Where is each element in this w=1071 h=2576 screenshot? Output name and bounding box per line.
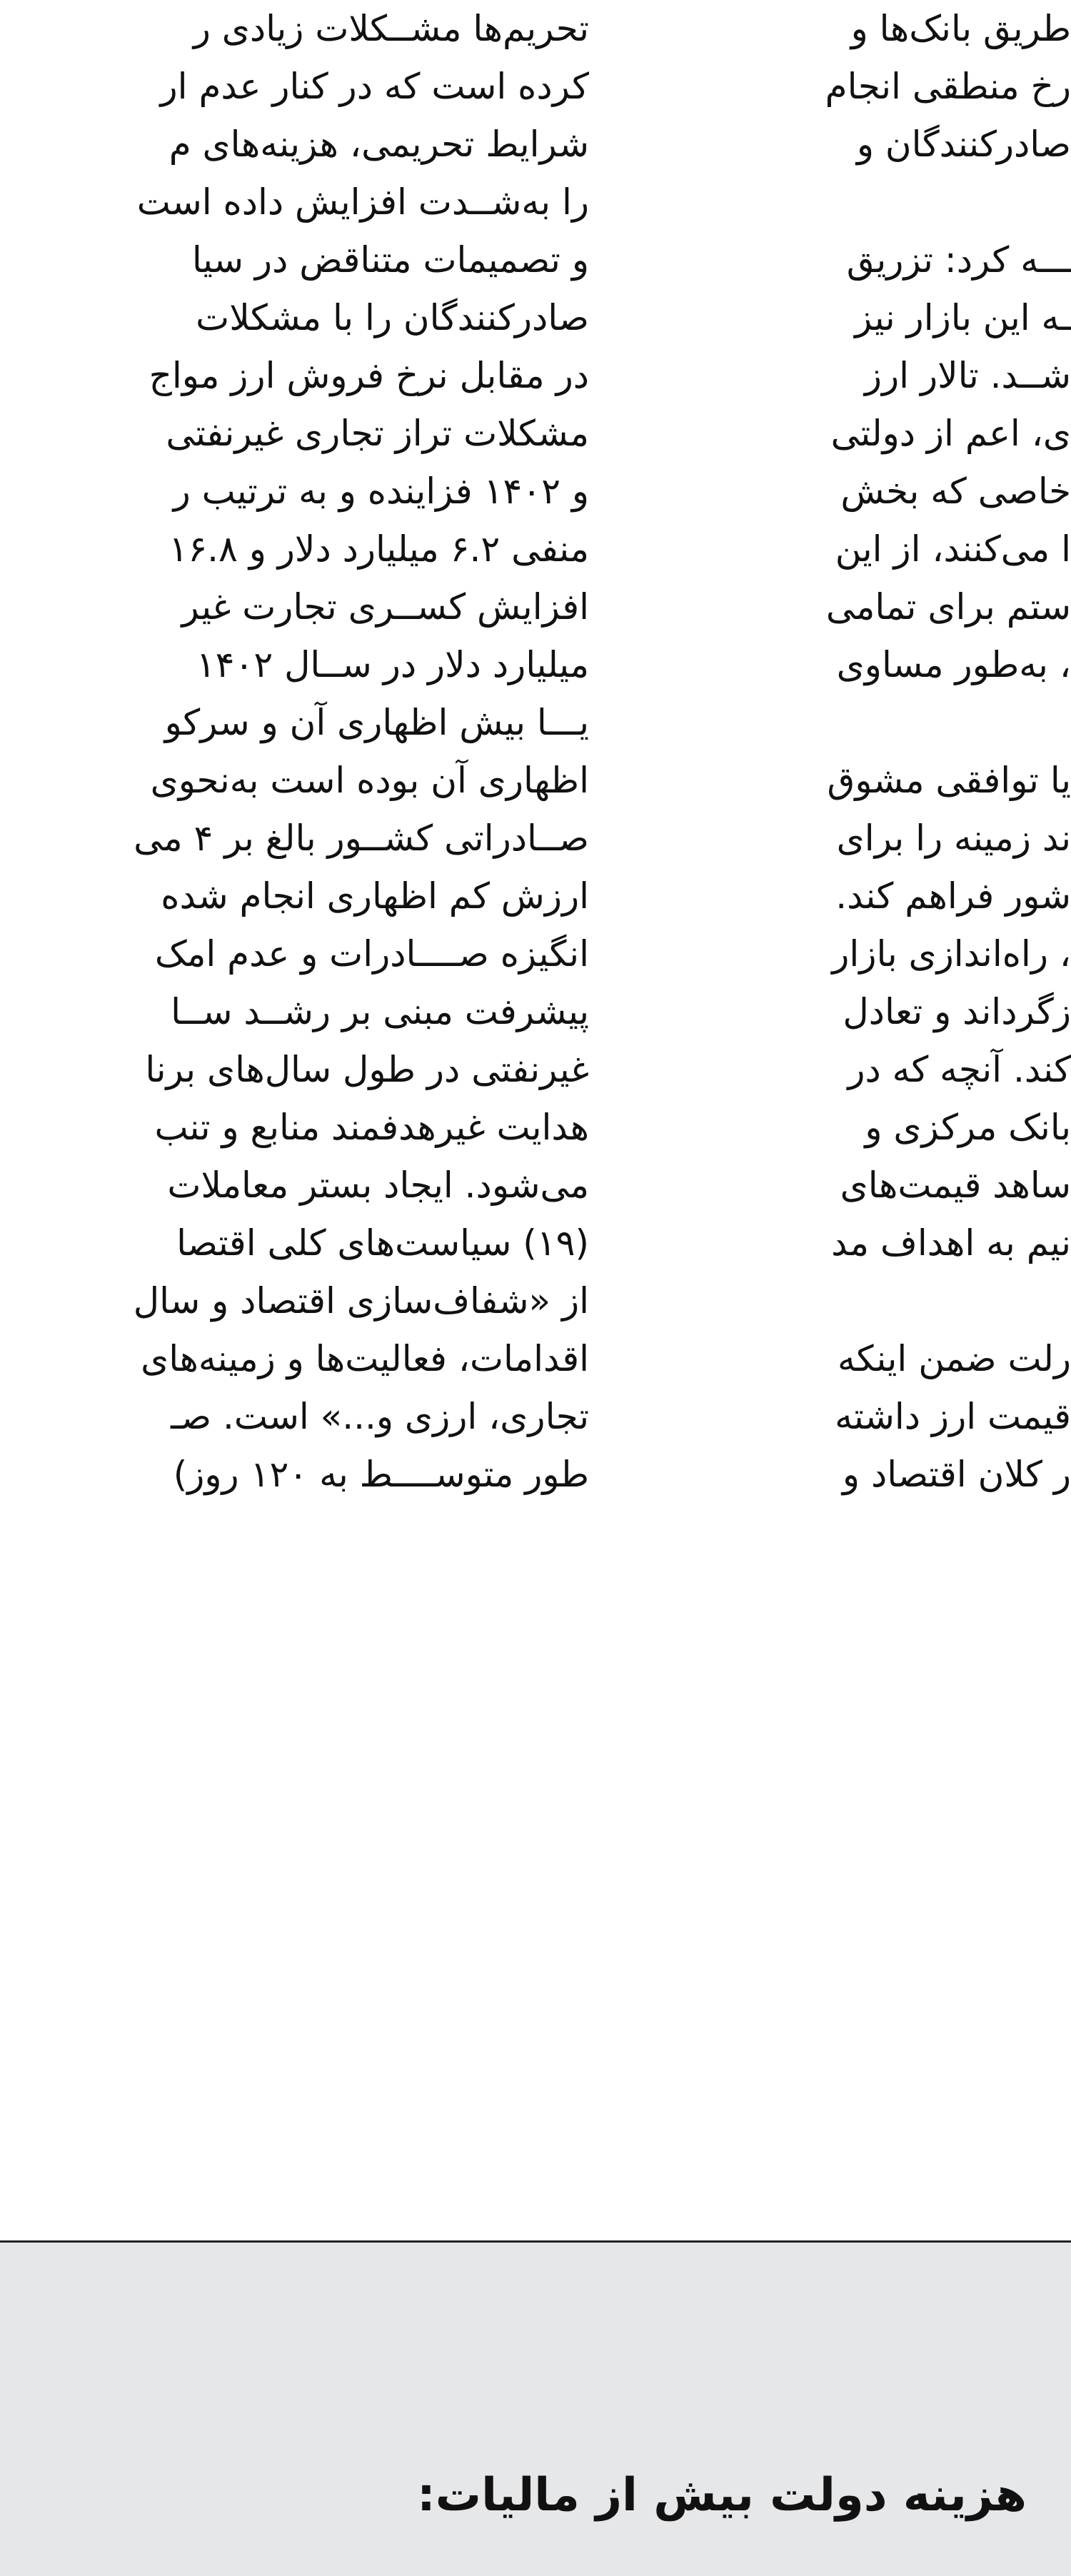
article-text-line: منفی ۶.۲ میلیارد دلار و ۱۶.۸: [169, 528, 589, 570]
article-text-line: طریق بانک‌ها و: [850, 8, 1071, 49]
paragraph-gap: [621, 1272, 1071, 1330]
article-text-line: ، راه‌اندازی بازار: [832, 933, 1071, 975]
article-text-line: شور فراهم کند.: [835, 875, 1071, 917]
article-text-line: کرده است که در کنار عدم ار: [160, 66, 589, 107]
article-text-line: صــادراتی کشــور بالغ بر ۴ می: [134, 817, 589, 859]
article-text-line: ارزش کم اظهاری انجام شده: [161, 875, 589, 917]
article-text-line: ـه این بازار نیز: [855, 297, 1071, 338]
article-text-line: پیشرفت مبنی بر رشــد ســا: [171, 991, 589, 1032]
article-text-line: ی، اعم از دولتی: [830, 413, 1071, 454]
article-text-line: و تصمیمات متناقض در سیا: [191, 239, 589, 281]
article-text-line: رلت ضمن اینکه: [837, 1338, 1071, 1379]
article-text-line: می‌شود. ایجاد بستر معاملات: [167, 1164, 589, 1206]
paragraph-gap: [621, 173, 1071, 231]
article-text-line: ، به‌طور مساوی: [836, 644, 1071, 685]
article-text-line: هدایت غیرهدفمند منابع و تنب: [154, 1107, 589, 1148]
article-text-line: (۱۹) سیاست‌های کلی اقتصا: [176, 1222, 589, 1264]
article-text-line: ند زمینه را برای: [836, 817, 1071, 859]
article-text-line: یـــا بیش اظهاری آن و سرکو: [164, 702, 589, 743]
article-text-line: اظهاری آن بوده است به‌نحوی: [150, 760, 589, 801]
next-section-heading: هزینه دولت بیش از مالیات:: [417, 2469, 1027, 2522]
article-column-left: [0, 0, 589, 2235]
paragraph-gap: [621, 694, 1071, 752]
article-text-line: ستم برای تمامی: [825, 586, 1071, 628]
article-text-line: از «شفاف‌سازی اقتصاد و سال: [133, 1280, 589, 1322]
article-text-line: انگیزه صــــادرات و عدم امک: [154, 933, 589, 975]
article-text-line: یا توافقی مشوق: [827, 760, 1071, 801]
article-text-line: نیم به اهداف مد: [831, 1222, 1071, 1264]
article-text-line: صادرکنندگان و: [856, 124, 1071, 165]
article-text-line: ر کلان اقتصاد و: [842, 1454, 1071, 1495]
article-text-line: طور متوســــط به ۱۲۰ روز): [173, 1454, 589, 1495]
article-text-line: شرایط تحریمی، هزینه‌های م: [169, 124, 589, 165]
article-text-line: میلیارد دلار در ســال ۱۴۰۲: [196, 644, 589, 685]
article-text-line: غیرنفتی در طول سال‌های برنا: [145, 1049, 589, 1090]
article-text-line: زگرداند و تعادل: [843, 991, 1071, 1032]
article-text-line: صادرکنندگان را با مشکلات: [196, 297, 589, 338]
article-text-line: مشکلات تراز تجاری غیرنفتی: [166, 413, 589, 454]
article-text-line: را به‌شــدت افزایش داده است: [136, 181, 589, 223]
article-text-line: قیمت ارز داشته: [835, 1396, 1071, 1437]
article-text-line: اقدامات، فعالیت‌ها و زمینه‌های: [141, 1338, 589, 1379]
article-text-line: افزایش کســری تجارت غیر: [181, 586, 589, 628]
article-text-line: ـــه کرد: تزریق: [846, 239, 1071, 281]
article-text-line: رخ منطقی انجام: [825, 66, 1071, 107]
article-text-line: در مقابل نرخ فروش ارز مواج: [149, 355, 589, 396]
article-text-line: کند. آنچه که در: [848, 1049, 1071, 1090]
article-text-line: شــد. تالار ارز: [864, 355, 1071, 396]
article-text-line: و ۱۴۰۲ فزاینده و به ترتیب ر: [173, 471, 589, 512]
article-text-line: ساهد قیمت‌های: [840, 1164, 1071, 1206]
article-text-line: تجاری، ارزی و...» است. صـ: [170, 1396, 589, 1437]
article-column-right: [621, 0, 1071, 2235]
article-text-line: خاصی که بخش: [840, 471, 1071, 512]
article-text-line: ا می‌کنند، از این: [835, 528, 1071, 570]
article-text-line: تحریم‌ها مشــکلات زیادی ر: [193, 8, 589, 49]
article-text-line: بانک مرکزی و: [865, 1107, 1071, 1148]
